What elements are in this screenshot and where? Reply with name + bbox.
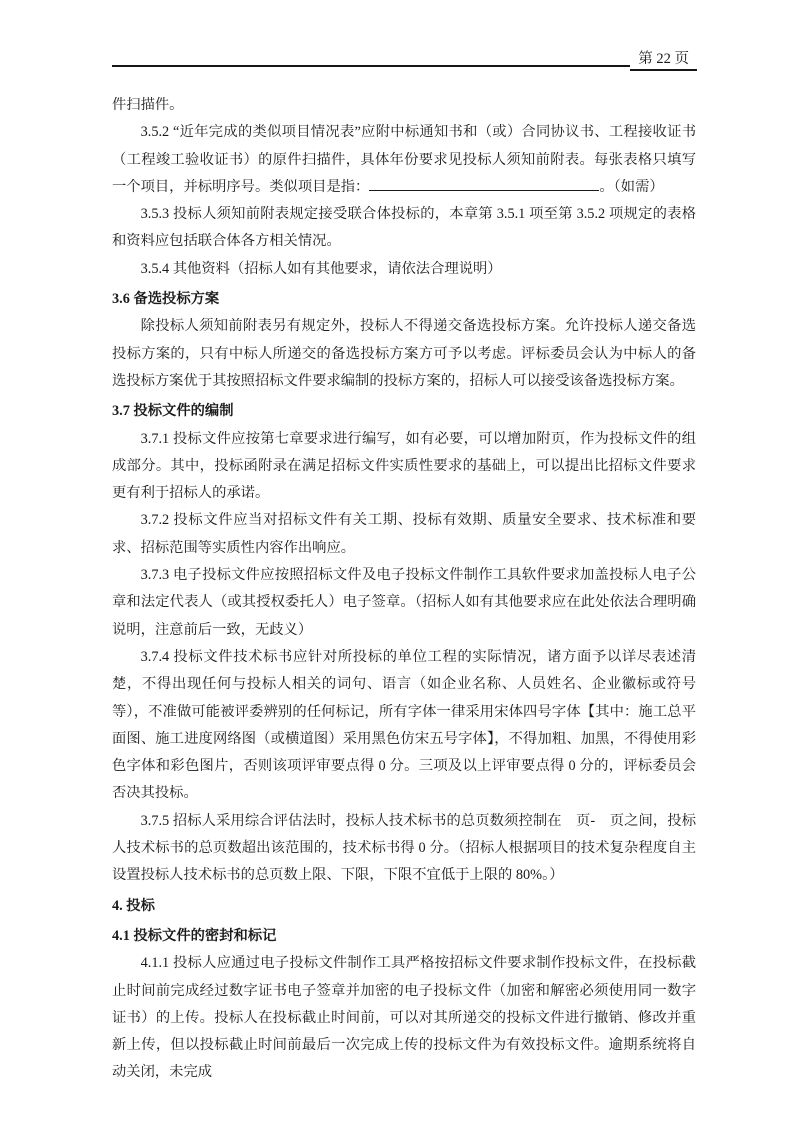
fill-in-blank-line — [369, 188, 599, 191]
para-3-5-4: 3.5.4 其他资料（招标人如有其他要求，请依法合理说明） — [140, 260, 502, 277]
heading-3-7: 3.7 投标文件的编制 — [112, 403, 234, 420]
para-3-7-2: 3.7.2 投标文件应当对招标文件有关工期、投标有效期、质量安全要求、技术标准和要求、招标范围等实质性内容作出响应。 — [112, 512, 696, 556]
page-header — [112, 50, 697, 71]
header-rule-divider — [112, 65, 630, 67]
page-number: 第 22 页 — [630, 50, 697, 71]
para-3-7-5: 3.7.5 招标人采用综合评估法时，投标人技术标书的总页数须控制在 页- 页之间，投标人技术标书的总页数超出该范围的，技术标书得 0 分。（招标人根据项目的技术复杂程度自主设置投标人技术标书的总页数上限、下限，下限不宜低于上限的 80%。） — [112, 812, 696, 884]
para-3-7-3: 3.7.3 电子投标文件应按照招标文件及电子投标文件制作工具软件要求加盖投标人电子公章和法定代表人（或其授权委托人）电子签章。（招标人如有其他要求应在此处依法合理明确说明，注意前后一致，无歧义） — [112, 567, 696, 638]
heading-3-6: 3.6 备选投标方案 — [112, 291, 220, 308]
para-3-5-2: 3.5.2 “近年完成的类似项目情况表”应附中标通知书和（或）合同协议书、工程接收证书（工程竣工验收证书）的原件扫描件，具体年份要求见投标人须知前附表。每张表格只填写一个项目，并标明序号。类似项目是指： 。（如需） — [112, 124, 696, 195]
para-4-1-1: 4.1.1 投标人应通过电子投标文件制作工具严格按招标文件要求制作投标文件，在投标截止时间前完成经过数字证书电子签章并加密的电子投标文件（加密和解密必须使用同一数字证书）的上传。投标人在投标截止时间前，可以对其所递交的投标文件进行撤销、修改并重新上传，但以投标截止时间前最后一次完成上传的投标文件为有效投标文件。逾期系统将自动关闭，未完成 — [112, 955, 696, 1081]
para-continuation: 件扫描件。 — [112, 97, 184, 113]
para-3-7-4: 3.7.4 投标文件技术标书应针对所投标的单位工程的实际情况，诸方面予以详尽表述清楚，不得出现任何与投标人相关的词句、语言（如企业名称、人员姓名、企业徽标或符号等），不准做可能被评委辨别的任何标记，所有字体一律采用宋体四号字体【其中：施工总平面图、施工进度网络图（或横道图）采用黑色仿宋五号字体】，不得加粗、加黑，不得使用彩色字体和彩色图片，否则该项评审要点得 0 分。三项及以上评审要点得 0 分的，评标委员会否决其投标。 — [112, 648, 696, 802]
heading-4: 4. 投标 — [112, 897, 155, 914]
para-3-7-1: 3.7.1 投标文件应按第七章要求进行编写，如有必要，可以增加附页，作为投标文件的组成部分。其中，投标函附录在满足招标文件实质性要求的基础上，可以提出比招标文件要求更有利于招标人的承诺。 — [112, 430, 696, 502]
heading-4-1: 4.1 投标文件的密封和标记 — [112, 927, 277, 944]
para-3-5-3: 3.5.3 投标人须知前附表规定接受联合体投标的，本章第 3.5.1 项至第 3.5.2 项规定的表格和资料应包括联合体各方相关情况。 — [112, 206, 696, 250]
document-body — [112, 92, 696, 1087]
para-3-6-body: 除投标人须知前附表另有规定外，投标人不得递交备选投标方案。允许投标人递交备选投标方案的，只有中标人所递交的备选投标方案方可予以考虑。评标委员会认为中标人的备选投标方案优于其按照招标文件要求编制的投标方案的，招标人可以接受该备选投标方案。 — [112, 318, 696, 389]
